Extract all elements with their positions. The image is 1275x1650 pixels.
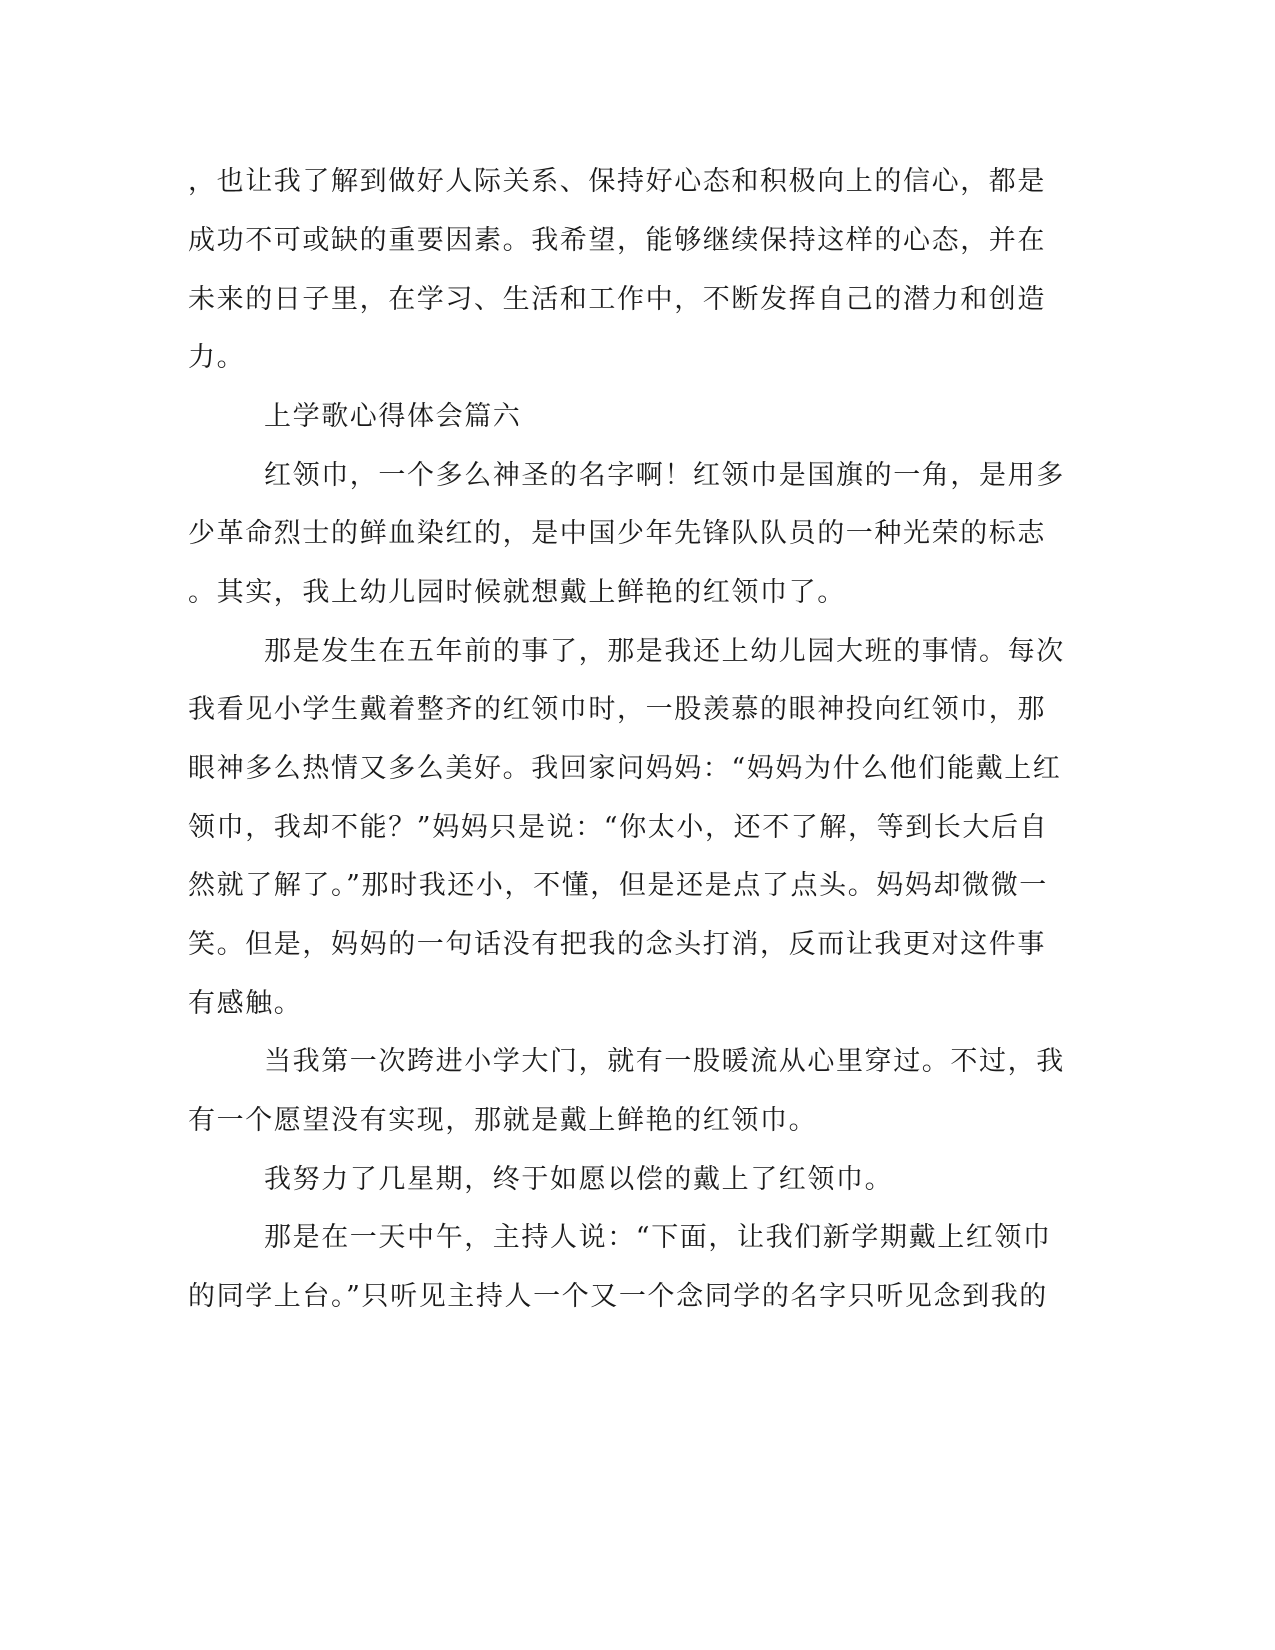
text-line: 我看见小学生戴着整齐的红领巾时，一股羡慕的眼神投向红领巾，那 bbox=[188, 694, 1046, 725]
text-line: 未来的日子里，在学习、生活和工作中，不断发挥自己的潜力和创造 bbox=[188, 284, 1046, 315]
text-line: 。其实，我上幼儿园时候就想戴上鲜艳的红领巾了。 bbox=[188, 577, 846, 608]
text-line: 有一个愿望没有实现，那就是戴上鲜艳的红领巾。 bbox=[188, 1105, 818, 1136]
text-line: 那是发生在五年前的事了，那是我还上幼儿园大班的事情。每次 bbox=[264, 636, 1065, 667]
text-line: 红领巾，一个多么神圣的名字啊！红领巾是国旗的一角，是用多 bbox=[264, 460, 1065, 491]
text-line: 力。 bbox=[188, 342, 246, 373]
text-line: 我努力了几星期，终于如愿以偿的戴上了红领巾。 bbox=[264, 1164, 894, 1195]
text-line: ，也让我了解到做好人际关系、保持好心态和积极向上的信心，都是 bbox=[188, 166, 1046, 197]
text-line: 领巾，我却不能？”妈妈只是说：“你太小，还不了解，等到长大后自 bbox=[188, 812, 1049, 843]
text-line: 有感触。 bbox=[188, 988, 303, 1019]
text-line: 眼神多么热情又多么美好。我回家问妈妈：“妈妈为什么他们能戴上红 bbox=[188, 753, 1062, 784]
text-line: 然就了解了。”那时我还小，不懂，但是还是点了点头。妈妈却微微一 bbox=[188, 870, 1048, 901]
text-line: 成功不可或缺的重要因素。我希望，能够继续保持这样的心态，并在 bbox=[188, 225, 1046, 256]
text-line: 的同学上台。”只听见主持人一个又一个念同学的名字只听见念到我的 bbox=[188, 1281, 1048, 1312]
text-line: 当我第一次跨进小学大门，就有一股暖流从心里穿过。不过，我 bbox=[264, 1046, 1065, 1077]
text-line: 那是在一天中午，主持人说：“下面，让我们新学期戴上红领巾 bbox=[264, 1222, 1052, 1253]
text-line: 少革命烈士的鲜血染红的，是中国少年先锋队队员的一种光荣的标志 bbox=[188, 518, 1046, 549]
section-heading: 上学歌心得体会篇六 bbox=[264, 401, 522, 432]
text-line: 笑。但是，妈妈的一句话没有把我的念头打消，反而让我更对这件事 bbox=[188, 929, 1046, 960]
